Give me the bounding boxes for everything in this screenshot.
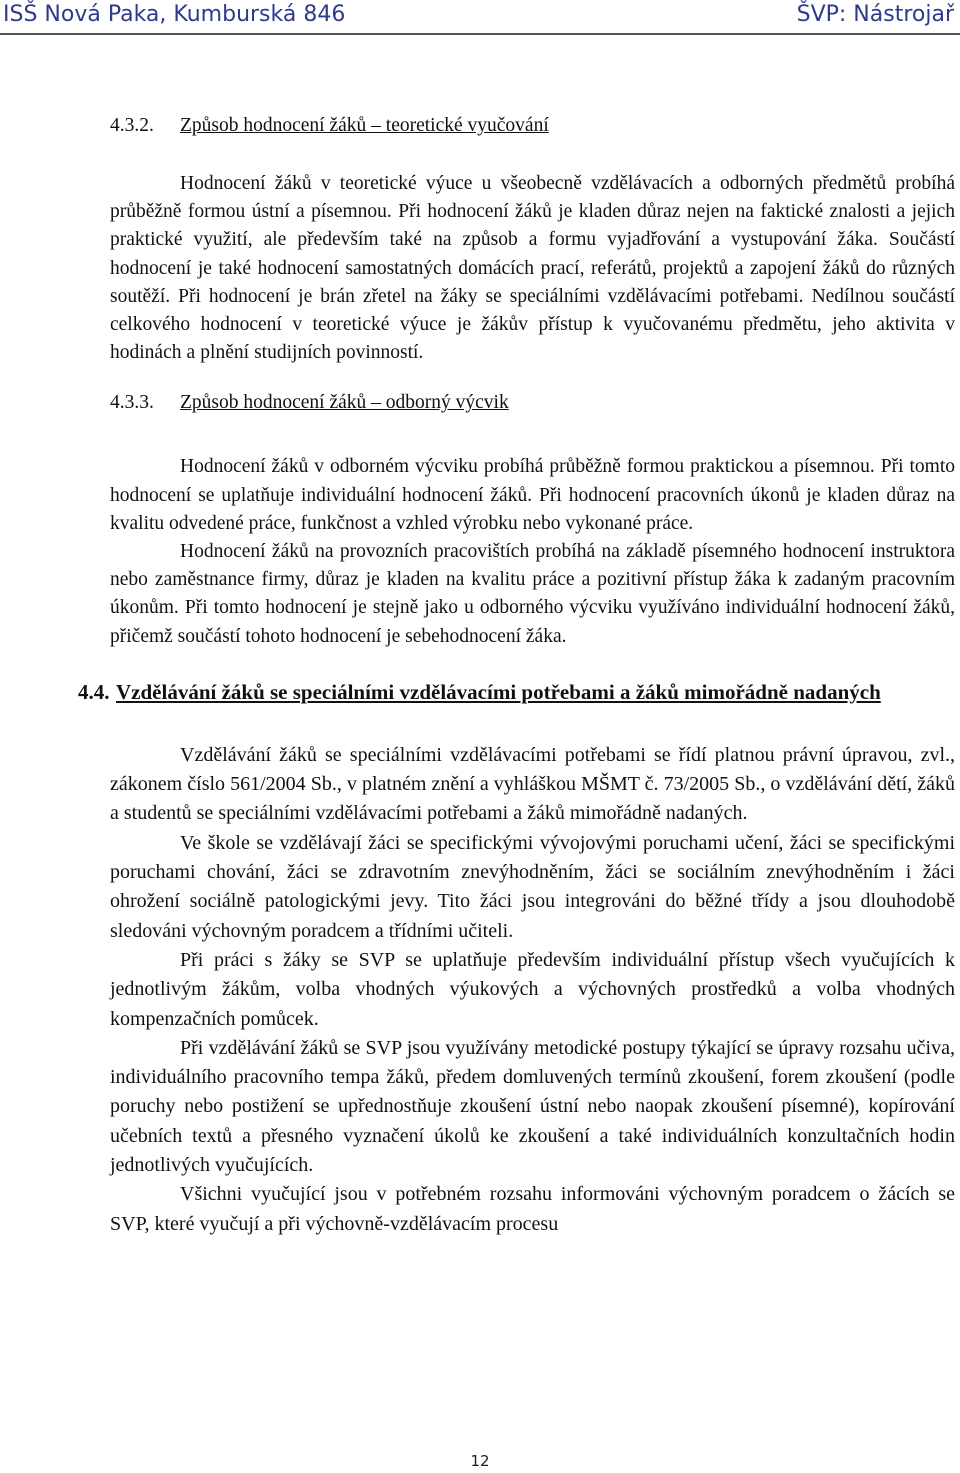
header-rule <box>0 33 960 35</box>
paragraph: Při vzdělávání žáků se SVP jsou využívány metodické postupy týkající se úpravy rozsahu učiva, individuálního pracovního tempa žáků, předem domluvených termínů zkoušení, forem zkoušení (podle poruchy nebo postižení se upřednostňuje zkoušení ústní nebo naopak zkoušení písemné), kopírování učebních textů a přesného vyznačení úkolů ke zkoušení a také individuálních konzultačních hodin jednotlivých vyučujících. <box>110 1036 955 1176</box>
section-heading <box>110 389 955 417</box>
paragraph: Všichni vyučující jsou v potřebném rozsahu informováni výchovným poradcem o žácích se SVP, které vyučují a při výchovně-vzdělávacím procesu <box>110 1183 955 1235</box>
chapter-number: 4.4. <box>78 679 110 704</box>
section-title: Způsob hodnocení žáků – odborný výcvik <box>180 392 509 414</box>
header-school: ISŠ Nová Paka, Kumburská 846 <box>3 2 346 27</box>
page-content <box>78 112 955 1239</box>
header-program: ŠVP: Nástrojař <box>796 2 954 27</box>
paragraph: Vzdělávání žáků se speciálními vzdělávacími potřebami se řídí platnou právní úpravou, zvl., zákonem číslo 561/2004 Sb., v platném znění a vyhláškou MŠMT č. 73/2005 Sb., o vzdělávání dětí, žáků a studentů se speciálními vzdělávacími potřebami a žáků mimořádně nadaných. <box>110 743 955 825</box>
paragraph: Ve škole se vzdělávají žáci se specifickými vývojovými poruchami učení, žáci se specifickými poruchami chování, žáci se zdravotním znevýhodněním, žáci se sociálním znevýhodněním i žáci ohrožení sociálně patologickými jevy. Tito žáci jsou integrováni do běžné třídy a jsou dlouhodobě sledováni výchovným poradcem a třídními učiteli. <box>110 831 955 942</box>
section-heading <box>110 112 955 140</box>
page-header <box>3 2 954 34</box>
paragraph: Při práci s žáky se SVP se uplatňuje především individuální přístup všech vyučujících k jednotlivým žákům, volba vhodných výukových a výchovných prostředků a volba vhodných kompenzačních pomůcek. <box>110 948 955 1030</box>
paragraph: Hodnocení žáků na provozních pracovištích probíhá na základě písemného hodnocení instruktora nebo zaměstnance firmy, důraz je kladen na kvalitu práce a pozitivní přístup žáka k zadaným pracovním úkonům. Při tomto hodnocení je stejně jako u odborného výcviku využíváno individuální hodnocení žáků, přičemž součástí tohoto hodnocení je sebehodnocení žáka. <box>110 541 955 647</box>
paragraph: Hodnocení žáků v teoretické výuce u všeobecně vzdělávacích a odborných předmětů probíhá průběžně formou ústní a písemnou. Při hodnocení žáků je kladen důraz nejen na faktické znalosti a jejich praktické využití, ale především také na způsob a formu vyjadřování a vystupování žáka. Součástí hodnocení je také hodnocení samostatných domácích prací, referátů, projektů a zapojení žáků do různých soutěží. Při hodnocení je brán zřetel na žáky se speciálními vzdělávacími potřebami. Nedílnou součástí celkového hodnocení v teoretické výuce je žákův přístup k vyučovanému předmětu, jeho aktivita v hodinách a plnění studijních povinností. <box>110 173 955 364</box>
section-4-4 <box>78 677 955 1239</box>
paragraph: Hodnocení žáků v odborném výcviku probíhá průběžně formou praktickou a písemnou. Při tomto hodnocení se uplatňuje individuální hodnocení žáků. Při hodnocení pracovních úkonů je kladen důraz na kvalitu odvedené práce, funkčnost a vzhled výrobku nebo vykonané práce. <box>110 456 955 534</box>
chapter-heading <box>78 677 955 707</box>
section-title: Způsob hodnocení žáků – teoretické vyučování <box>180 115 549 136</box>
section-4-3-3 <box>110 389 955 650</box>
section-number: 4.3.2. <box>110 115 154 136</box>
chapter-title: Vzdělávání žáků se speciálními vzdělávacími potřebami a žáků mimořádně nadaných <box>116 679 881 704</box>
page-number: 12 <box>470 1452 490 1470</box>
section-4-3-2 <box>110 112 955 367</box>
section-number: 4.3.3. <box>110 392 154 414</box>
